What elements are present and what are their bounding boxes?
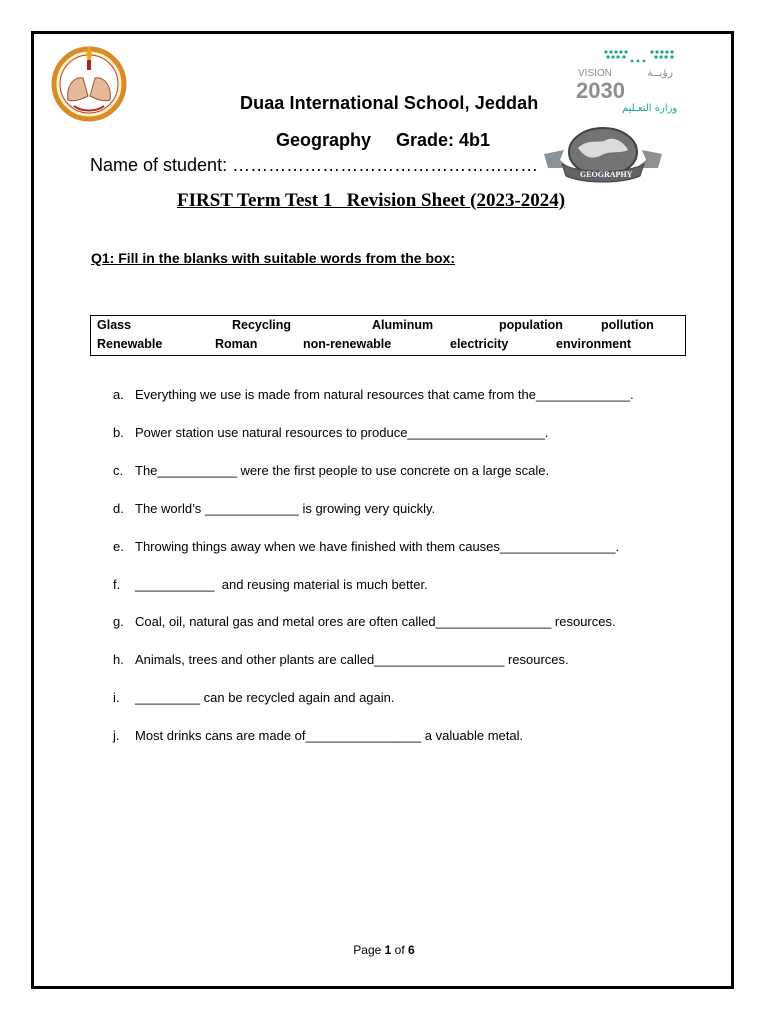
word-box	[90, 315, 686, 356]
question-text: ___________ and reusing material is much better.	[135, 577, 428, 592]
word-box-item: Roman	[215, 337, 258, 351]
question-text: The___________ were the first people to use concrete on a large scale.	[135, 463, 550, 478]
svg-text:رؤيــة: رؤيــة	[647, 66, 674, 79]
school-logo	[50, 38, 128, 124]
school-name: Duaa International School, Jeddah	[240, 93, 539, 113]
word-box-item: Renewable	[97, 337, 163, 351]
question-text: The world’s _____________ is growing very quickly.	[135, 501, 436, 516]
word-box-item: Recycling	[232, 318, 292, 332]
question-letter: d.	[113, 501, 124, 516]
page-footer	[0, 943, 768, 957]
word-box-item: non-renewable	[303, 337, 392, 351]
question-letter: a.	[113, 387, 124, 402]
svg-text:GEOGRAPHY: GEOGRAPHY	[580, 170, 633, 179]
word-box-item: Aluminum	[372, 318, 434, 332]
page-word: Page	[353, 943, 382, 957]
question-letter: g.	[113, 614, 124, 629]
word-box-item: Glass	[97, 318, 132, 332]
page-current: 1	[384, 943, 392, 957]
question-letter: c.	[113, 463, 124, 478]
page-total: 6	[408, 943, 415, 957]
question-letter: f.	[113, 577, 121, 592]
vision-2030-logo	[572, 44, 682, 116]
word-box-item: environment	[556, 337, 632, 351]
geography-emblem	[540, 124, 666, 190]
svg-text:VISION: VISION	[578, 68, 612, 79]
of-word: of	[394, 943, 405, 957]
word-box-item: pollution	[601, 318, 654, 332]
subject-grade-line: Geography Grade: 4b1	[276, 130, 491, 150]
word-box-item: population	[499, 318, 563, 332]
svg-text:2030: 2030	[576, 78, 625, 103]
question-letter: e.	[113, 539, 124, 554]
question-text: Coal, oil, natural gas and metal ores are often called________________ resources.	[135, 614, 616, 629]
question-letter: h.	[113, 652, 124, 667]
question-text: Throwing things away when we have finished with them causes________________.	[135, 539, 620, 554]
word-box-item: electricity	[450, 337, 509, 351]
q1-title: Q1: Fill in the blanks with suitable words from the box:	[91, 250, 456, 266]
question-letter: j.	[113, 728, 120, 743]
question-text: Animals, trees and other plants are called__________________ resources.	[135, 652, 569, 667]
question-letter: b.	[113, 425, 124, 440]
svg-text:وزارة التعـليم: وزارة التعـليم	[622, 103, 678, 114]
question-letter: i.	[113, 690, 120, 705]
question-text: _________ can be recycled again and again.	[135, 690, 395, 705]
test-title: FIRST Term Test 1 Revision Sheet (2023-2024)	[177, 190, 566, 211]
question-text: Everything we use is made from natural resources that came from the_____________.	[135, 387, 634, 402]
question-text: Power station use natural resources to produce___________________.	[135, 425, 549, 440]
student-name-field: Name of student: ……………………………………………	[90, 155, 539, 175]
question-text: Most drinks cans are made of________________ a valuable metal.	[135, 728, 524, 743]
